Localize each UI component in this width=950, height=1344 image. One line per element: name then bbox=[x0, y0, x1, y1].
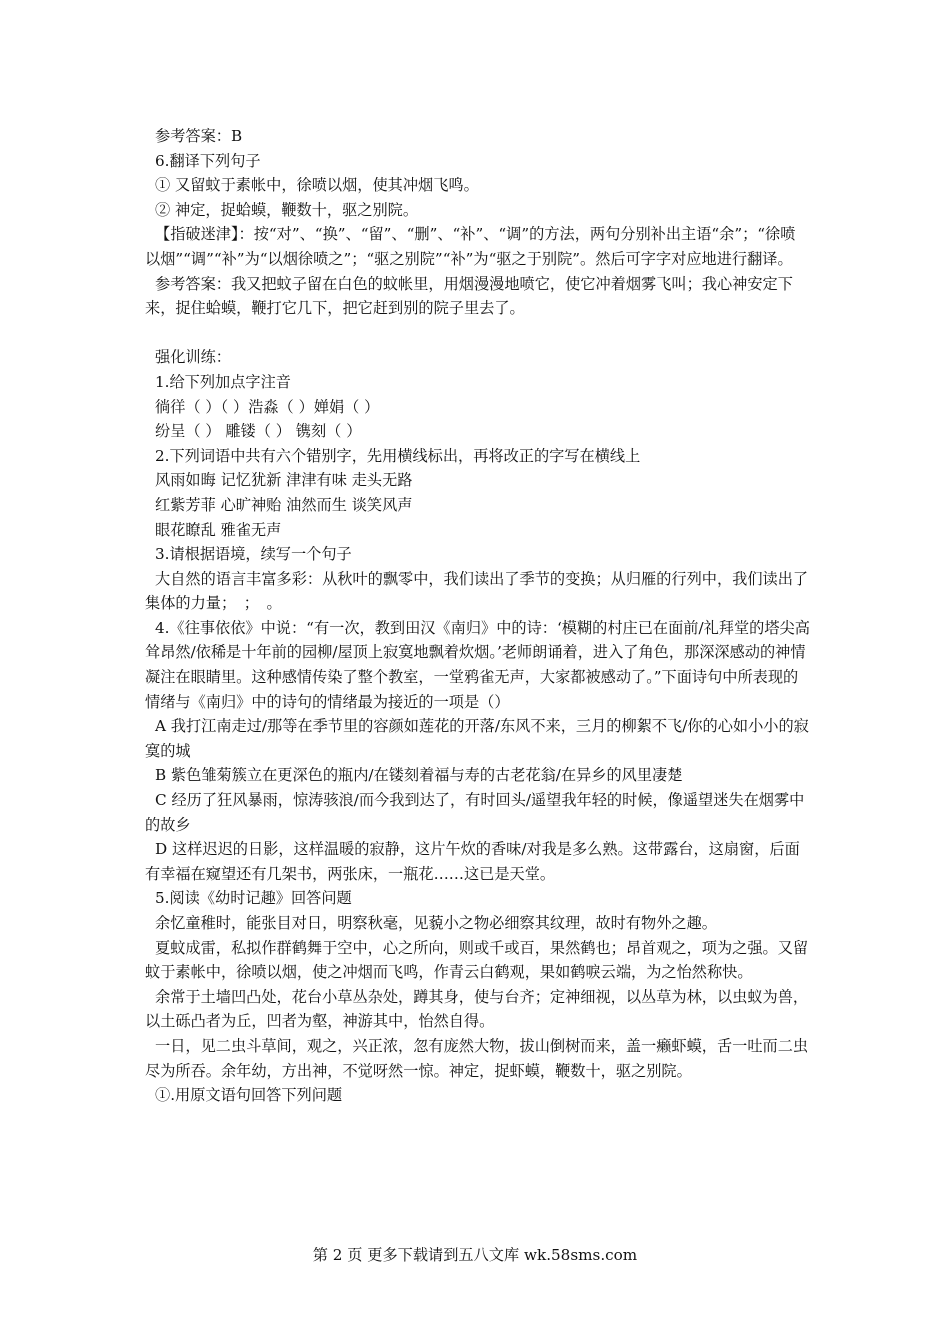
question-1-heading: 1.给下列加点字注音 bbox=[155, 372, 291, 391]
question-3-heading: 3.请根据语境，续写一个句子 bbox=[155, 545, 352, 564]
answer-line: 参考答案：B bbox=[155, 127, 243, 145]
option-d: D 这样迟迟的日影，这样温暖的寂静，这片午炊的香味/对我是多么熟。这带露台，这扇窗，后面有幸福在窥望还有几架书，两张床，一瓶花……这已是天堂。 bbox=[145, 840, 800, 883]
question-2-words-c: 眼花瞭乱 雅雀无声 bbox=[155, 520, 282, 539]
option-c: C 经历了狂风暴雨，惊涛骇浪/而今我到达了，有时回头/遥望我年轻的时候，像遥望迷失在烟雾中的故乡 bbox=[145, 791, 805, 834]
page-footer: 第 2 页 更多下载请到五八文库 wk.58sms.com bbox=[312, 1246, 638, 1264]
option-b: B 紫色雏菊簇立在更深色的瓶内/在镂刻着福与寿的古老花翁/在异乡的风里凄楚 bbox=[155, 766, 683, 785]
hint-paragraph: 【指破迷津】：按“对”、“换”、“留”、“删”、“补”、“调”的方法，两句分别补出主语“余”；“徐喷以烟”“调”“补”为“以烟徐喷之”；“驱之别院”“补”为“驱之于别院”。然后可字字对应地进行翻译。 bbox=[145, 225, 796, 268]
question-2-heading: 2.下列词语中共有六个错别字，先用横线标出，再将改正的字写在横线上 bbox=[155, 446, 641, 465]
blank-line bbox=[145, 321, 810, 346]
question-4-text: 4.《往事依依》中说：“有一次，教到田汉《南归》中的诗：‘模糊的村庄已在面前/礼拜堂的塔尖高耸昂然/依稀是十年前的园柳/屋顶上寂寞地飘着炊烟。’老师朗诵着，进入了角色，那深深感动的神情凝注在眼睛里。这种感情传染了整个教室，一堂鸦雀无声，大家都被感动了。”下面诗句中所表现的情绪与《南归》中的诗句的情绪最为接近的一项是（） bbox=[145, 618, 810, 711]
passage-paragraph-2: 夏蚊成雷，私拟作群鹤舞于空中，心之所向，则或千或百，果然鹤也；昂首观之，项为之强。又留蚊于素帐中，徐喷以烟，使之冲烟而飞鸣，作青云白鹤观，果如鹤唳云端，为之怡然称快。 bbox=[145, 938, 809, 982]
passage-paragraph-4: 一日，见二虫斗草间，观之，兴正浓，忽有庞然大物，拔山倒树而来，盖一癞虾蟆，舌一吐而二虫尽为所吞。余年幼，方出神，不觉呀然一惊。神定，捉虾蟆，鞭数十，驱之别院。 bbox=[145, 1036, 809, 1080]
question-3-text: 大自然的语言丰富多彩：从秋叶的飘零中，我们读出了季节的变换；从归雁的行列中，我们读出了集体的力量； ； 。 bbox=[145, 569, 809, 613]
answer-paragraph: 参考答案：我又把蚊子留在白色的蚊帐里，用烟漫漫地喷它，使它冲着烟雾飞叫；我心神安定下来，捉住蛤蟆，鞭打它几下，把它赶到别的院子里去了。 bbox=[145, 274, 793, 318]
question-1-words-a: 徜徉（ ）（ ）浩淼（ ）婵娟（ ） bbox=[155, 397, 380, 416]
sub-question-1: ①.用原文语句回答下列问题 bbox=[155, 1086, 343, 1105]
question-1-words-b: 纷呈（ ） 雕镂（ ） 镌刻（ ） bbox=[155, 422, 362, 441]
passage-paragraph-3: 余常于土墙凹凸处，花台小草丛杂处，蹲其身，使与台齐；定神细视，以丛草为林，以虫蚁为兽，以土砾凸者为丘，凹者为壑，神游其中，怡然自得。 bbox=[145, 987, 809, 1031]
question-5-heading: 5.阅读《幼时记趣》回答问题 bbox=[155, 889, 352, 908]
page-body bbox=[145, 124, 810, 1108]
question-2-words-b: 红紫芳菲 心旷神贻 油然而生 谈笑风声 bbox=[155, 495, 413, 514]
question-2-words-a: 风雨如晦 记忆犹新 津津有味 走头无路 bbox=[155, 471, 413, 490]
passage-paragraph-1: 余忆童稚时，能张目对日，明察秋毫，见藐小之物必细察其纹理，故时有物外之趣。 bbox=[155, 914, 717, 932]
question-6-heading: 6.翻译下列句子 bbox=[155, 151, 261, 170]
option-a: A 我打江南走过/那等在季节里的容颜如莲花的开落/东风不来，三月的柳絮不飞/你的心如小小的寂寞的城 bbox=[145, 717, 809, 760]
sentence-1: ① 又留蚊于素帐中，徐喷以烟，使其冲烟飞鸣。 bbox=[155, 176, 479, 195]
sentence-2: ② 神定，捉蛤蟆，鞭数十，驱之别院。 bbox=[155, 200, 419, 219]
practice-heading: 强化训练： bbox=[155, 348, 231, 367]
